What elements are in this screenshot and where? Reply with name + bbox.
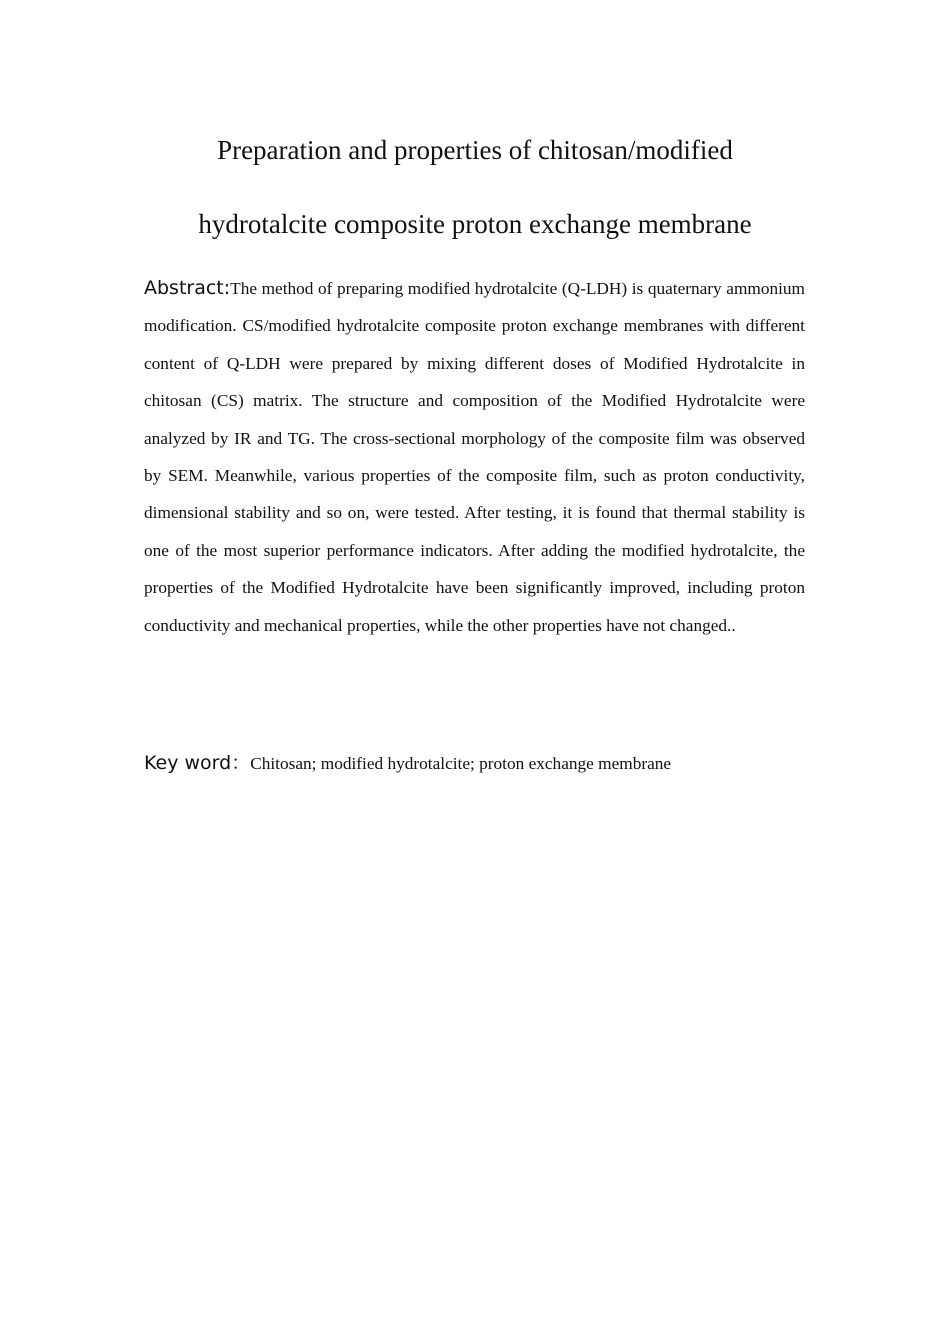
keywords-label: Key word：: [144, 752, 251, 774]
abstract-paragraph: [144, 270, 805, 644]
abstract-label: Abstract:: [144, 277, 231, 299]
abstract-text: The method of preparing modified hydrotalcite (Q-LDH) is quaternary ammonium modification. CS/modified hydrotalcite composite proton exchange membranes with different content of Q-LDH were prepared by mixing different doses of Modified Hydrotalcite in chitosan (CS) matrix. The structure and composition of the Modified Hydrotalcite were analyzed by IR and TG. The cross-sectional morphology of the composite film was observed by SEM. Meanwhile, various properties of the composite film, such as proton conductivity, dimensional stability and so on, were tested. After testing, it is found that thermal stability is one of the most superior performance indicators. After adding the modified hydrotalcite, the properties of the Modified Hydrotalcite have been significantly improved, including proton conductivity and mechanical properties, while the other properties have not changed..: [144, 279, 805, 635]
title-line-1: Preparation and properties of chitosan/modified: [217, 135, 733, 165]
keywords-text: Chitosan; modified hydrotalcite; proton exchange membrane: [250, 754, 672, 773]
keywords-paragraph: [144, 746, 805, 781]
title-line-2: hydrotalcite composite proton exchange membrane: [198, 209, 752, 239]
